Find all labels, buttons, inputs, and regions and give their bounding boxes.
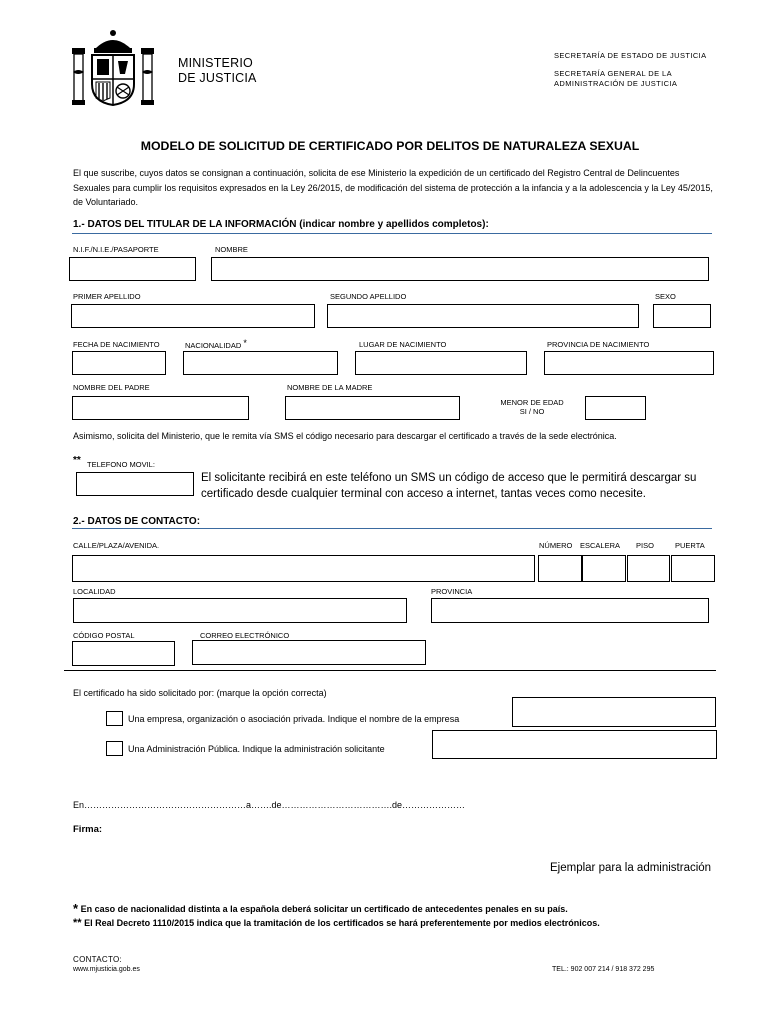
escalera-label: ESCALERA — [580, 541, 621, 550]
puerta-label: PUERTA — [675, 541, 705, 550]
localidad-label: LOCALIDAD — [73, 587, 116, 596]
sms-note — [201, 470, 696, 502]
header-right-line1: SECRETARÍA DE ESTADO DE JUSTICIA — [554, 51, 707, 60]
coat-of-arms-logo — [70, 28, 156, 108]
empresa-checkbox[interactable] — [106, 711, 123, 726]
calle-field[interactable] — [72, 555, 535, 582]
localidad-field[interactable] — [73, 598, 407, 623]
administracion-option-label: Una Administración Pública. Indique la administración solicitante — [128, 744, 385, 754]
nombre-padre-field[interactable] — [72, 396, 249, 420]
lugar-nacimiento-label: LUGAR DE NACIMIENTO — [359, 340, 447, 349]
piso-field[interactable] — [627, 555, 670, 582]
empresa-option-label: Una empresa, organización o asociación privada. Indique el nombre de la empresa — [128, 714, 460, 724]
fecha-nacimiento-field[interactable] — [72, 351, 166, 375]
sms-note-line1: El solicitante recibirá en este teléfono un SMS un código de acceso que le permitirá descargar su — [201, 472, 697, 484]
administracion-checkbox[interactable] — [106, 741, 123, 756]
fecha-nacimiento-label: FECHA DE NACIMIENTO — [73, 340, 160, 349]
correo-label: CORREO ELECTRÓNICO — [200, 631, 290, 640]
numero-label: NÚMERO — [539, 541, 573, 550]
requester-prompt: El certificado ha sido solicitado por: (marque la opción correcta) — [73, 688, 327, 698]
nombre-field[interactable] — [211, 257, 709, 281]
divider — [64, 670, 716, 671]
nombre-padre-label: NOMBRE DEL PADRE — [73, 383, 150, 392]
nombre-label: NOMBRE — [215, 245, 248, 254]
ministry-line2: DE JUSTICIA — [178, 71, 257, 85]
escalera-field[interactable] — [582, 555, 626, 582]
nif-label: N.I.F./N.I.E./PASAPORTE — [73, 245, 159, 254]
primer-apellido-field[interactable] — [71, 304, 315, 328]
sms-note-line2: certificado desde cualquier terminal con acceso a internet, tantas veces como necesite. — [201, 488, 646, 500]
section1-heading — [73, 219, 489, 230]
segundo-apellido-label: SEGUNDO APELLIDO — [330, 292, 407, 301]
sexo-field[interactable] — [653, 304, 711, 328]
page-title: MODELO DE SOLICITUD DE CERTIFICADO POR DELITOS DE NATURALEZA SEXUAL — [140, 139, 640, 153]
firma-label: Firma: — [73, 824, 103, 835]
intro-paragraph: El que suscribe, cuyos datos se consignan a continuación, solicita de ese Ministerio la expedición de un certificado del Registro Central de Delincuentes Sexuales para cumplir los requisitos expresados en la Ley 26/2015, de modificación del sistema de protección a la infancia y a la adolescencia y la Ley 45/2015, de Voluntariado. — [73, 168, 713, 207]
section2-rule — [72, 528, 712, 529]
sexo-label: SEXO — [655, 292, 676, 301]
provincia-nacimiento-field[interactable] — [544, 351, 714, 375]
provincia-field[interactable] — [431, 598, 709, 623]
codigo-postal-label: CÓDIGO POSTAL — [73, 631, 135, 640]
header-right-line2: SECRETARÍA GENERAL DE LA — [554, 69, 672, 78]
provincia-label: PROVINCIA — [431, 587, 473, 596]
nacionalidad-mark: * — [243, 338, 247, 348]
codigo-postal-field[interactable] — [72, 641, 175, 666]
footnote1-mark: * — [73, 901, 79, 916]
section1-heading-text: 1.- DATOS DEL TITULAR DE LA INFORMACIÓN — [73, 219, 297, 230]
footer-tel: TEL.: 902 007 214 / 918 372 295 — [552, 966, 655, 973]
footnote1 — [73, 900, 568, 915]
telefono-label: TELEFONO MOVIL: — [87, 460, 155, 469]
menor-edad-field[interactable] — [585, 396, 646, 420]
header-secretaria — [554, 51, 707, 89]
place-date-line[interactable]: En………………………………………………a…….de……………………………….de………………… — [73, 800, 466, 810]
section1-rule — [72, 233, 712, 234]
nacionalidad-label-text: NACIONALIDAD — [185, 341, 242, 350]
telefono-mark: ** — [73, 455, 81, 466]
menor-edad-label — [496, 398, 568, 416]
telefono-field[interactable] — [76, 472, 194, 496]
footnote2-text: El Real Decreto 1110/2015 indica que la tramitación de los certificados se hará preferentemente por medios electrónicos. — [84, 918, 600, 928]
administracion-name-field[interactable] — [432, 730, 717, 759]
primer-apellido-label: PRIMER APELLIDO — [73, 292, 141, 301]
section1-heading-note: (indicar nombre y apellidos completos): — [296, 219, 489, 230]
piso-label: PISO — [636, 541, 654, 550]
provincia-nacimiento-label: PROVINCIA DE NACIMIENTO — [547, 340, 650, 349]
sms-request: Asimismo, solicita del Ministerio, que le remita vía SMS el código necesario para descargar el certificado a través de la sede electrónica. — [73, 431, 617, 441]
ministry-name — [178, 56, 257, 86]
calle-label: CALLE/PLAZA/AVENIDA. — [73, 541, 160, 550]
menor-edad-line1: MENOR DE EDAD — [500, 398, 564, 407]
section2-heading: 2.- DATOS DE CONTACTO: — [73, 516, 201, 527]
nombre-madre-field[interactable] — [285, 396, 460, 420]
footnote2-mark: ** — [73, 917, 82, 929]
empresa-name-field[interactable] — [512, 697, 716, 727]
nacionalidad-field[interactable] — [183, 351, 338, 375]
nif-field[interactable] — [69, 257, 196, 281]
footnote1-text: En caso de nacionalidad distinta a la española deberá solicitar un certificado de antecedentes penales en su país. — [80, 904, 568, 914]
copy-label: Ejemplar para la administración — [550, 862, 712, 874]
header-right-line3: ADMINISTRACIÓN DE JUSTICIA — [554, 79, 678, 88]
lugar-nacimiento-field[interactable] — [355, 351, 527, 375]
footer-web[interactable]: www.mjusticia.gob.es — [73, 966, 140, 973]
puerta-field[interactable] — [671, 555, 715, 582]
nombre-madre-label: NOMBRE DE LA MADRE — [287, 383, 373, 392]
ministry-line1: MINISTERIO — [178, 56, 253, 70]
segundo-apellido-field[interactable] — [327, 304, 639, 328]
menor-edad-line2: SI / NO — [519, 407, 545, 416]
correo-field[interactable] — [192, 640, 426, 665]
footer-contacto: CONTACTO: — [73, 955, 123, 964]
numero-field[interactable] — [538, 555, 582, 582]
nacionalidad-label — [185, 340, 247, 350]
footnote2 — [73, 917, 600, 929]
